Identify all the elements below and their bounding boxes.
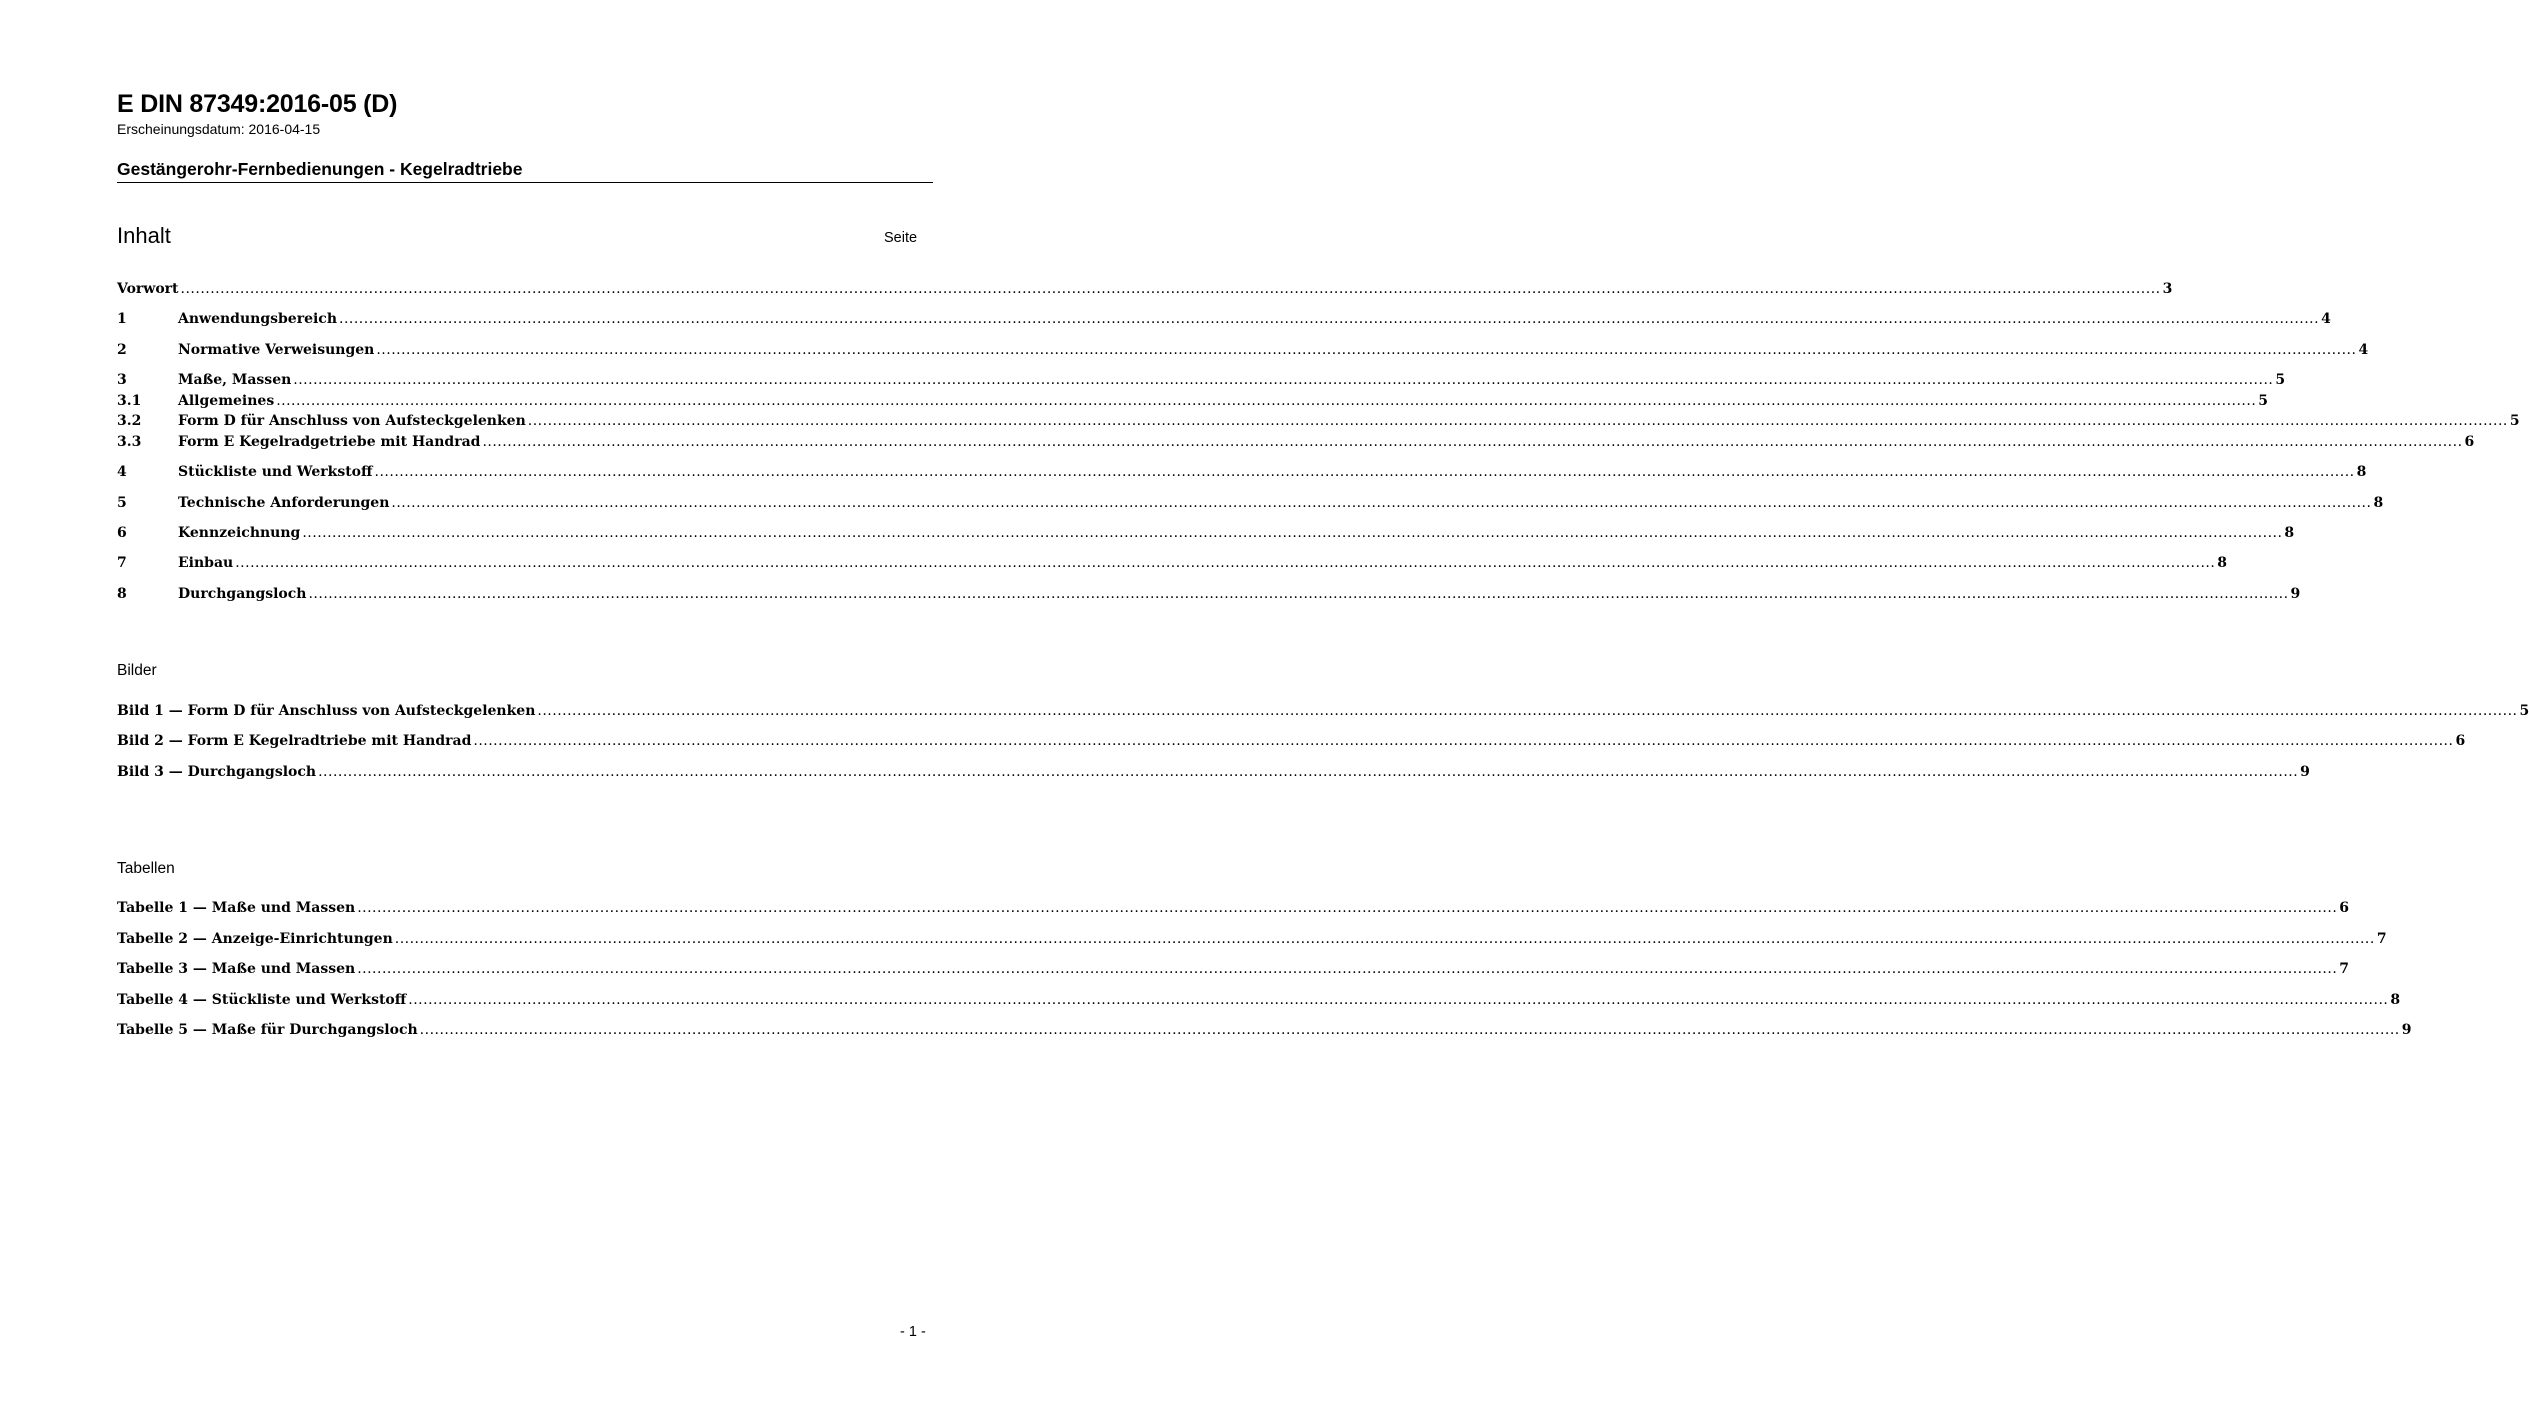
toc-entry-text: Vorwort	[117, 281, 179, 297]
table-entry-page: 7	[2339, 961, 2350, 977]
figure-entry-text: Bild 2 — Form E Kegelradtriebe mit Handrad	[117, 733, 472, 749]
toc-entry-text: Durchgangsloch	[178, 586, 307, 602]
table-entry-text: Tabelle 1 — Maße und Massen	[117, 900, 356, 916]
toc-entry-number: 5	[117, 495, 127, 511]
toc-entry-6[interactable]	[117, 523, 2295, 544]
toc-entry-number: 7	[117, 555, 127, 571]
figure-entry-2[interactable]	[117, 731, 2466, 752]
toc-entry-page: 8	[2373, 495, 2384, 511]
dot-leader: ................................................................................................................................................................................................................................................................................................................................................................................................................	[293, 372, 2274, 388]
toc-entry-text: Normative Verweisungen	[178, 342, 375, 358]
toc-entry-number: 2	[117, 342, 127, 358]
dot-leader: ................................................................................................................................................................................................................................................................................................................................................................................................................	[376, 342, 2357, 358]
toc-entry-text: Stückliste und Werkstoff	[178, 464, 373, 480]
document-id: E DIN 87349:2016-05 (D)	[117, 90, 398, 118]
toc-entry-3[interactable]	[117, 370, 2286, 391]
dot-leader: ................................................................................................................................................................................................................................................................................................................................................................................................................	[235, 555, 2216, 571]
publication-date: Erscheinungsdatum: 2016-04-15	[117, 121, 321, 137]
toc-entry-foreword[interactable]	[117, 279, 2173, 300]
toc-entry-4[interactable]	[117, 462, 2367, 483]
toc-heading: Inhalt	[117, 223, 171, 248]
toc-entry-number: 3	[117, 372, 127, 388]
figure-entry-text: Bild 1 — Form D für Anschluss von Aufsteckgelenken	[117, 703, 536, 719]
toc-entry-page: 4	[2321, 311, 2331, 327]
table-entry-page: 8	[2390, 992, 2401, 1008]
table-entry-text: Tabelle 4 — Stückliste und Werkstoff	[117, 992, 407, 1008]
dot-leader: ................................................................................................................................................................................................................................................................................................................................................................................................................	[391, 495, 2372, 511]
dot-leader: ................................................................................................................................................................................................................................................................................................................................................................................................................	[339, 311, 2320, 327]
toc-entry-5[interactable]	[117, 493, 2384, 514]
toc-entry-3-1[interactable]	[117, 391, 2269, 412]
table-entry-page: 6	[2339, 900, 2350, 916]
figure-entry-3[interactable]	[117, 762, 2310, 783]
toc-entry-page: 9	[2290, 586, 2301, 602]
toc-entry-page: 5	[2275, 372, 2286, 388]
toc-entry-3-2[interactable]	[117, 411, 2520, 432]
toc-entry-3-3[interactable]	[117, 432, 2475, 453]
dot-leader: ................................................................................................................................................................................................................................................................................................................................................................................................................	[180, 281, 2161, 297]
toc-entry-1[interactable]	[117, 309, 2331, 330]
figure-entry-page: 5	[2519, 703, 2529, 719]
toc-entry-text: Einbau	[178, 555, 234, 571]
toc-entry-text: Technische Anforderungen	[178, 495, 390, 511]
toc-entry-page: 4	[2358, 342, 2369, 358]
toc-entry-text: Form E Kegelradgetriebe mit Handrad	[178, 434, 481, 450]
table-entry-1[interactable]	[117, 898, 2350, 919]
table-entry-3[interactable]	[117, 959, 2350, 980]
dot-leader: ................................................................................................................................................................................................................................................................................................................................................................................................................	[276, 393, 2257, 409]
toc-entry-7[interactable]	[117, 553, 2228, 574]
toc-entry-text: Anwendungsbereich	[178, 311, 337, 327]
tables-heading: Tabellen	[117, 860, 175, 877]
toc-entry-2[interactable]	[117, 340, 2369, 361]
dot-leader: ................................................................................................................................................................................................................................................................................................................................................................................................................	[357, 961, 2338, 977]
toc-entry-page: 8	[2217, 555, 2228, 571]
figure-entry-1[interactable]	[117, 701, 2529, 722]
toc-entry-number: 3.3	[117, 434, 142, 450]
table-entry-text: Tabelle 3 — Maße und Massen	[117, 961, 356, 977]
document-title: Gestängerohr-Fernbedienungen - Kegelradtriebe	[117, 159, 523, 179]
table-entry-text: Tabelle 5 — Maße für Durchgangsloch	[117, 1022, 418, 1038]
toc-entry-text: Maße, Massen	[178, 372, 292, 388]
table-entry-page: 9	[2401, 1022, 2412, 1038]
toc-entry-8[interactable]	[117, 584, 2301, 605]
title-underline	[117, 182, 933, 183]
toc-entry-page: 5	[2509, 413, 2520, 429]
toc-entry-page: 8	[2284, 525, 2295, 541]
table-entry-2[interactable]	[117, 929, 2387, 950]
dot-leader: ................................................................................................................................................................................................................................................................................................................................................................................................................	[419, 1022, 2400, 1038]
toc-entry-page: 6	[2464, 434, 2475, 450]
toc-entry-page: 5	[2258, 393, 2269, 409]
dot-leader: ................................................................................................................................................................................................................................................................................................................................................................................................................	[537, 703, 2518, 719]
toc-entry-text: Form D für Anschluss von Aufsteckgelenken	[178, 413, 526, 429]
toc-entry-number: 4	[117, 464, 127, 480]
figures-heading: Bilder	[117, 662, 157, 679]
toc-entry-page: 8	[2356, 464, 2367, 480]
page-number: - 1 -	[900, 1324, 926, 1340]
dot-leader: ................................................................................................................................................................................................................................................................................................................................................................................................................	[408, 992, 2389, 1008]
figure-entry-text: Bild 3 — Durchgangsloch	[117, 764, 317, 780]
toc-entry-text: Kennzeichnung	[178, 525, 301, 541]
table-entry-5[interactable]	[117, 1020, 2412, 1041]
table-entry-4[interactable]	[117, 990, 2401, 1011]
dot-leader: ................................................................................................................................................................................................................................................................................................................................................................................................................	[473, 733, 2454, 749]
dot-leader: ................................................................................................................................................................................................................................................................................................................................................................................................................	[374, 464, 2355, 480]
page-column-label: Seite	[884, 230, 918, 246]
dot-leader: ................................................................................................................................................................................................................................................................................................................................................................................................................	[357, 900, 2338, 916]
toc-entry-number: 3.1	[117, 393, 142, 409]
dot-leader: ................................................................................................................................................................................................................................................................................................................................................................................................................	[302, 525, 2283, 541]
table-entry-page: 7	[2376, 931, 2387, 947]
toc-entry-page: 3	[2162, 281, 2173, 297]
toc-entry-number: 1	[117, 311, 127, 327]
dot-leader: ................................................................................................................................................................................................................................................................................................................................................................................................................	[394, 931, 2375, 947]
dot-leader: ................................................................................................................................................................................................................................................................................................................................................................................................................	[527, 413, 2508, 429]
toc-entry-number: 6	[117, 525, 127, 541]
dot-leader: ................................................................................................................................................................................................................................................................................................................................................................................................................	[482, 434, 2463, 450]
toc-entry-number: 8	[117, 586, 127, 602]
figure-entry-page: 6	[2455, 733, 2466, 749]
dot-leader: ................................................................................................................................................................................................................................................................................................................................................................................................................	[318, 764, 2299, 780]
table-entry-text: Tabelle 2 — Anzeige-Einrichtungen	[117, 931, 393, 947]
figure-entry-page: 9	[2300, 764, 2310, 780]
toc-entry-number: 3.2	[117, 413, 142, 429]
dot-leader: ................................................................................................................................................................................................................................................................................................................................................................................................................	[308, 586, 2289, 602]
toc-entry-text: Allgemeines	[178, 393, 275, 409]
